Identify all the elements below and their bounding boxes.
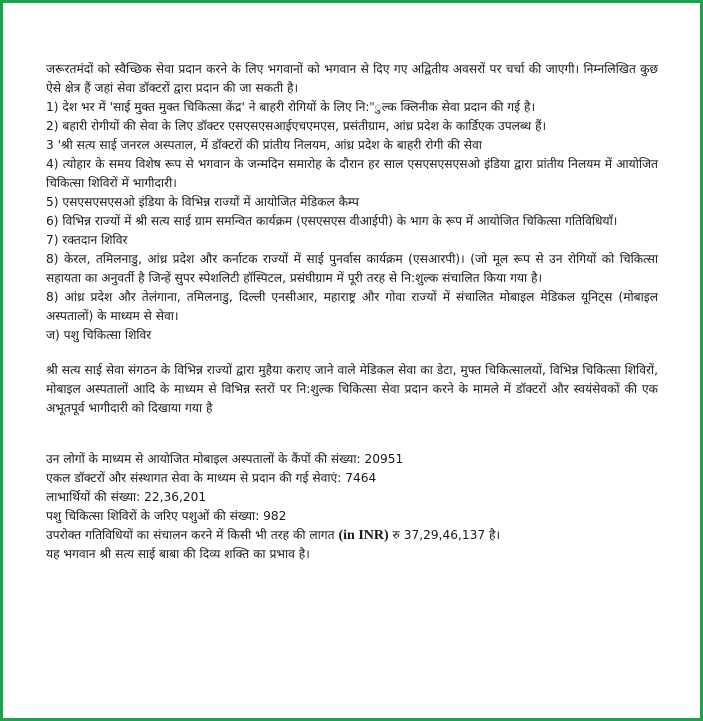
- list-item-3: 3 'श्री सत्य साई जनरल अस्पताल, में डॉक्टरों की प्रांतीय निलयम, आंध्र प्रदेश के बाहरी रोगी की सेवा: [46, 138, 482, 152]
- list-item-10: ज) पशु चिकित्सा शिविर: [46, 328, 152, 342]
- summary-paragraph: श्री सत्य साई सेवा संगठन के विभिन्न राज्यों द्वारा मुहैया कराए जाने वाले मेडिकल सेवा का डेटा, मुफ्त चिकित्सालयों, विभिन्न चिकित्सा शिविरों, मोबाइल अस्पतालों आदि के माध्यम से विभिन्न स्तरों पर नि:शुल्क चिकित्सा सेवा प्रदान करने के मामले में डॉक्टरों और स्वयंसेवकों की एक अभूतपूर्व भागीदारी को दिखाया गया है: [46, 363, 658, 415]
- stat-services: एकल डॉक्टरों और संस्थागत सेवा के माध्यम से प्रदान की गई सेवाएं: 7464: [46, 471, 377, 485]
- closing-line: यह भगवान श्री सत्य साई बाबा की दिव्य शक्ति का प्रभाव है।: [46, 547, 310, 561]
- stat-cost-before: उपरोक्त गतिविधियों का संचालन करने में किसी भी तरह की लागत: [46, 528, 339, 542]
- intro-paragraph: जरूरतमंदों को स्वैच्छिक सेवा प्रदान करने के लिए भगवानों को भगवान से दिए गए अद्वितीय अवसरों पर चर्चा की जाएगी। निम्नलिखित कुछ ऐसे क्षेत्र हैं जहां सेवा डॉक्टरों द्वारा प्रदान की जा सकती है।: [46, 62, 658, 95]
- list-item-8: 8) केरल, तमिलनाडु, आंध्र प्रदेश और कर्नाटक राज्यों में साई पुनर्वास कार्यक्रम (एसआरपी)। (जो मूल रूप से उन रोगियों को चिकित्सा सहायता का अनुवर्ती है जिन्हें सुपर स्पेशलिटी हॉस्पिटल, प्रसंघीग्राम में पूरी तरह से नि:शुल्क संचालित किया गया है।: [46, 252, 658, 285]
- list-item-9: 8) आंध्र प्रदेश और तेलंगाना, तमिलनाडु, दिल्ली एनसीआर, महाराष्ट्र और गोवा राज्यों में संचालित मोबाइल मेडिकल यूनिट्स (मोबाइल अस्पतालों) के माध्यम से सेवा।: [46, 290, 658, 323]
- list-item-6: 6) विभिन्न राज्यों में श्री सत्य साई ग्राम समन्वित कार्यक्रम (एसएसएस वीआईपी) के भाग के रूप में आयोजित चिकित्सा गतिविधियाँ।: [46, 214, 618, 228]
- list-item-1: 1) देश भर में 'साई मुक्त मुक्त चिकित्सा केंद्र' ने बाहरी रोगियों के लिए नि:"ुल्क क्लिनीक सेवा प्रदान की गई है।: [46, 100, 536, 114]
- list-item-5: 5) एसएसएसएसओ इंडिया के विभिन्न राज्यों में आयोजित मेडिकल कैम्प: [46, 195, 359, 209]
- stat-animals: पशु चिकित्सा शिविरों के जरिए पशुओं की संख्या: 982: [46, 509, 287, 523]
- document-body: [46, 60, 658, 564]
- stat-cost-after: रु 37,29,46,137 है।: [388, 528, 501, 542]
- list-item-7: 7) रक्तदान शिविर: [46, 233, 128, 247]
- spacer: [46, 345, 658, 361]
- stat-beneficiaries: लाभार्थियों की संख्या: 22,36,201: [46, 490, 207, 504]
- stat-cost: [46, 526, 658, 545]
- stat-cost-currency: (in INR): [338, 528, 389, 543]
- spacer: [46, 418, 658, 450]
- list-item-2: 2) बहारी रोगीयों की सेवा के लिए डॉक्टर एसएसएसआईएचएमएस, प्रसंतीग्राम, आंध्र प्रदेश के कार्डिएक उपलब्ध हैं।: [46, 119, 547, 133]
- list-item-4: 4) त्योहार के समय विशेष रूप से भगवान के जन्मदिन समारोह के दौरान हर साल एसएसएसएसओ इंडिया द्वारा प्रांतीय निलयम में आयोजित चिकित्सा शिविरों में भागीदारी।: [46, 157, 658, 190]
- stat-mobile-camps: उन लोगों के माध्यम से आयोजित मोबाइल अस्पतालों के कैंपों की संख्या: 20951: [46, 452, 404, 466]
